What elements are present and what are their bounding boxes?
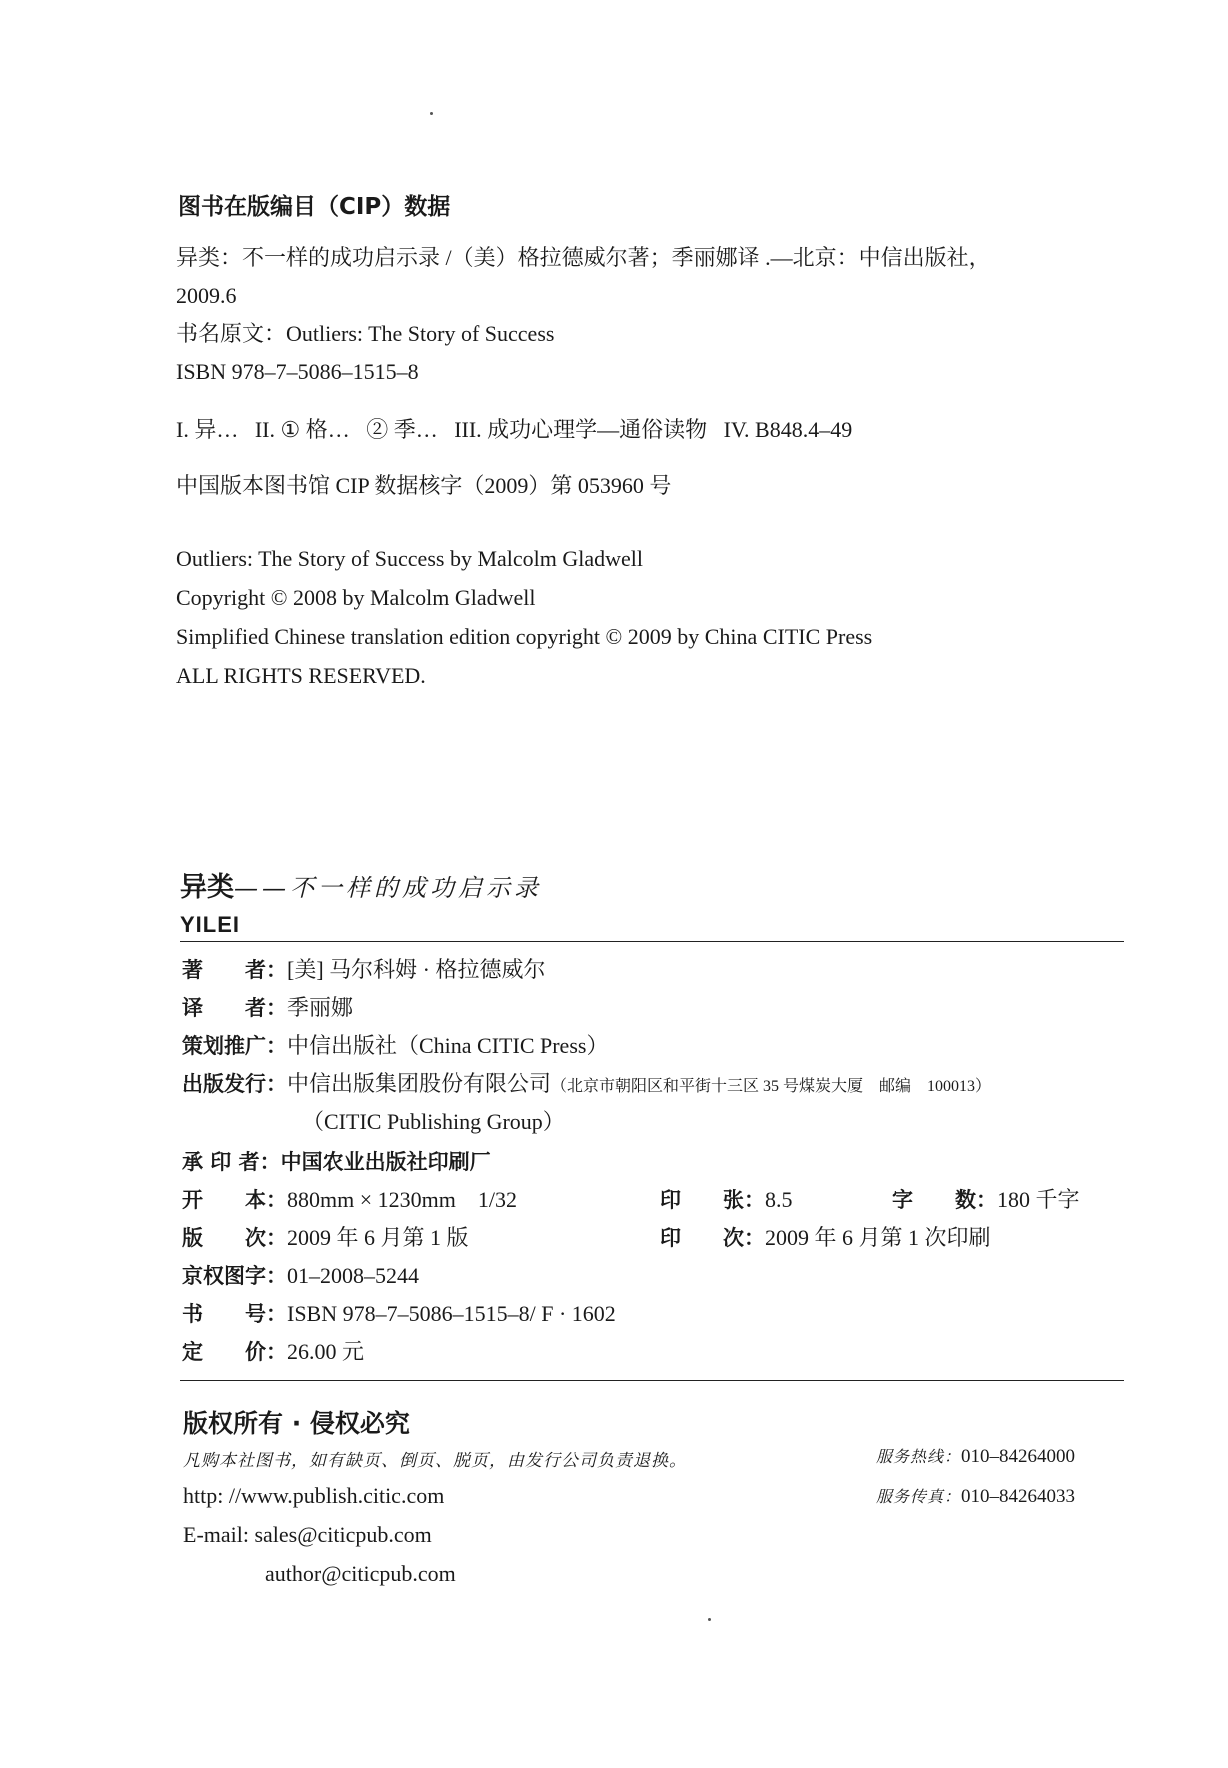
author-row [182,956,545,984]
format-value: 880mm × 1230mm 1/32 [287,1187,517,1212]
author-value: [美] 马尔科姆 · 格拉德威尔 [287,957,546,982]
book-pinyin: YILEI [180,912,241,937]
translator-row [182,994,353,1022]
planner-row [182,1032,608,1060]
edition-value: 2009 年 6 月第 1 版 [287,1225,469,1250]
divider-top [180,941,1124,942]
planner-value: 中信出版社（China CITIC Press） [287,1033,609,1058]
planner-label: 策划推广： [182,1034,287,1058]
sheets-row [660,1186,793,1214]
publisher-address: （北京市朝阳区和平街十三区 35 号煤炭大厦 邮编 100013） [551,1078,992,1095]
publisher-value: 中信出版集团股份有限公司 [287,1071,552,1096]
isbn-row [182,1300,616,1328]
isbn-value: ISBN 978–7–5086–1515–8/ F · 1602 [287,1301,616,1326]
hotline-value: 010–84264000 [961,1446,1076,1467]
edition-label: 版 次： [182,1226,287,1250]
fax-row [876,1484,1075,1508]
publisher-row [182,1070,991,1101]
cip-line-isbn: ISBN 978–7–5086–1515–8 [176,359,419,384]
hotline-label: 服务热线： [876,1449,962,1466]
hotline-row [876,1444,1075,1468]
printer-label: 承 印 者： [182,1150,281,1174]
cip-library-record: 中国版本图书馆 CIP 数据核字（2009）第 053960 号 [176,473,672,498]
price-row [182,1338,364,1366]
cip-heading: 图书在版编目（CIP）数据 [178,194,451,220]
words-row [892,1186,1080,1214]
publisher-label: 出版发行： [182,1072,287,1096]
email-sales-link[interactable]: E-mail: sales@citicpub.com [183,1522,432,1547]
words-value: 180 千字 [997,1187,1080,1212]
price-value: 26.00 元 [287,1339,365,1364]
words-label: 字 数： [892,1188,997,1212]
price-label: 定 价： [182,1340,287,1364]
printing-label: 印 次： [660,1226,765,1250]
book-title-main: 异类 [180,872,234,903]
email-author-link[interactable]: author@citicpub.com [265,1561,456,1586]
translator-value: 季丽娜 [287,995,354,1020]
copyright-line-1: Outliers: The Story of Success by Malcolm Gladwell [176,546,644,571]
book-title-sub: 不一样的成功启示录 [290,874,542,902]
author-label: 著 者： [182,958,287,982]
permit-row [182,1262,419,1290]
cip-classification: I. 异… II. ① 格… ② 季… III. 成功心理学—通俗读物 IV. B848.4–49 [176,417,853,442]
printing-value: 2009 年 6 月第 1 次印刷 [765,1225,991,1250]
copyright-line-2: Copyright © 2008 by Malcolm Gladwell [176,585,536,610]
fax-label: 服务传真： [876,1489,962,1506]
cip-line-original-title: 书名原文：Outliers: The Story of Success [176,321,555,346]
translator-label: 译 者： [182,996,287,1020]
permit-label: 京权图字： [182,1264,287,1288]
website-link[interactable]: http: //www.publish.citic.com [183,1483,445,1508]
cip-line-title: 异类：不一样的成功启示录 /（美）格拉德威尔著；季丽娜译 .—北京：中信出版社， [176,245,991,270]
rights-notice: 凡购本社图书，如有缺页、倒页、脱页，由发行公司负责退换。 [183,1451,687,1470]
divider-bottom [180,1380,1124,1381]
book-title [180,872,542,904]
copyright-line-3: Simplified Chinese translation edition copyright © 2009 by China CITIC Press [176,624,873,649]
publisher-group-row [302,1108,565,1136]
sheets-label: 印 张： [660,1188,765,1212]
fax-value: 010–84264033 [961,1486,1076,1507]
permit-value: 01–2008–5244 [287,1263,419,1288]
printer-row [182,1148,491,1176]
book-title-dash: —— [234,874,290,902]
rights-title: 版权所有 · 侵权必究 [183,1409,410,1438]
scan-speck [430,112,433,115]
cip-line-date: 2009.6 [176,283,237,308]
scan-speck [708,1618,711,1621]
isbn-label: 书 号： [182,1302,287,1326]
edition-row [182,1224,469,1252]
printer-value: 中国农业出版社印刷厂 [280,1150,491,1174]
format-row [182,1186,517,1214]
sheets-value: 8.5 [765,1187,793,1212]
printing-row [660,1224,991,1252]
publisher-group: （CITIC Publishing Group） [302,1109,565,1134]
copyright-line-4: ALL RIGHTS RESERVED. [176,663,426,688]
format-label: 开 本： [182,1188,287,1212]
